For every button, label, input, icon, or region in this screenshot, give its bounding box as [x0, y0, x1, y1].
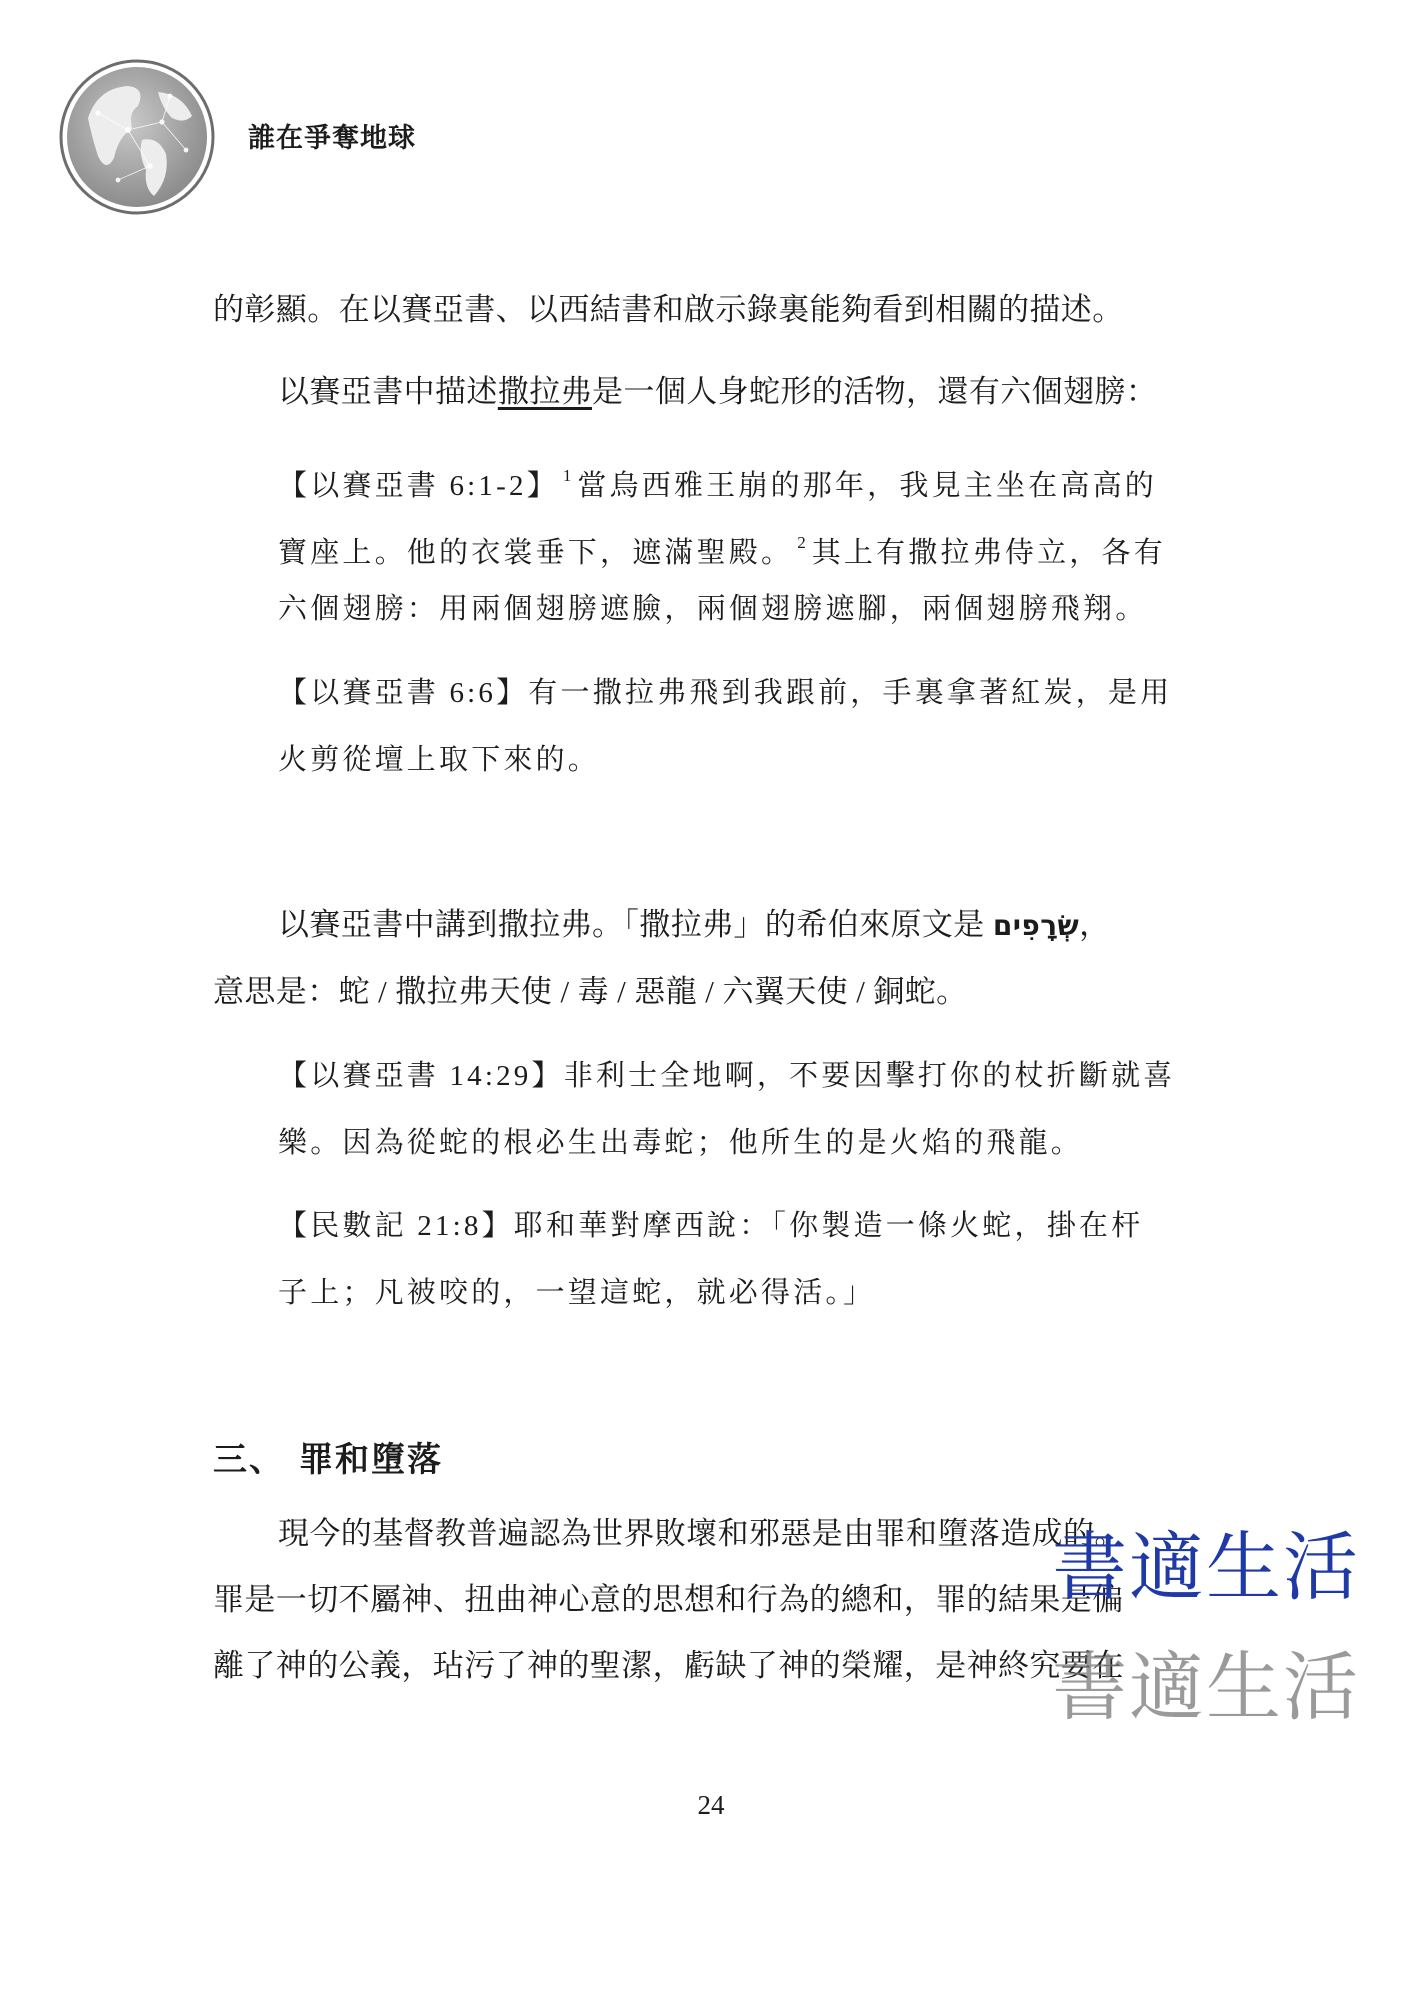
page-header [58, 58, 658, 218]
book-title: 誰在爭奪地球 [248, 123, 416, 153]
paragraph-text: 是一個人身蛇形的活物，還有六個翅膀： [592, 374, 1158, 409]
punctuation: ， [1079, 907, 1111, 942]
paragraph-hebrew-meaning [278, 893, 1111, 957]
quote-line: 【以賽亞書 6:6】有一撒拉弗飛到我跟前，手裏拿著紅炭，是用 [278, 677, 1173, 709]
paragraph-text: 以賽亞書中講到撒拉弗。「撒拉弗」的希伯來原文是 [278, 907, 985, 942]
quote-line: 子上；凡被咬的，一望這蛇，就必得活。」 [278, 1277, 876, 1309]
section-number: 三、 [213, 1442, 285, 1479]
paragraph-seraphim-intro [278, 360, 1157, 423]
quote-line: 樂。因為從蛇的根必生出毒蛇；他所生的是火焰的飛龍。 [278, 1127, 1084, 1159]
underlined-term: 撒拉弗 [497, 374, 593, 409]
section-paragraph-line: 罪是一切不屬神、扭曲神心意的思想和行為的總和，罪的結果是偏 [213, 1582, 1124, 1617]
section-title: 罪和墮落 [299, 1442, 443, 1479]
scripture-quote-isaiah-6-6 [278, 660, 1208, 794]
verse-number: 1 [562, 466, 572, 485]
scripture-reference: 【以賽亞書 6:1-2】 [278, 470, 559, 502]
quote-line: 【民數記 21:8】耶和華對摩西說：「你製造一條火蛇，掛在杆 [278, 1210, 1144, 1242]
watermark-gray: 書適生活 [1052, 1643, 1361, 1731]
paragraph-hebrew-meaning-cont: 意思是：蛇 / 撒拉弗天使 / 毒 / 惡龍 / 六翼天使 / 銅蛇。 [213, 974, 968, 1009]
quote-text: 其上有撒拉弗侍立，各有 [811, 537, 1166, 569]
page-number: 24 [697, 1790, 725, 1820]
section-paragraph-line: 離了神的公義，玷污了神的聖潔，虧缺了神的榮耀，是神終究要在 [213, 1648, 1124, 1683]
quote-line: 火剪從壇上取下來的。 [278, 744, 601, 776]
quote-text: 寶座上。他的衣裳垂下，遮滿聖殿。 [278, 537, 794, 569]
hebrew-word: שְׂרָפִים [992, 909, 1080, 942]
scripture-quote-numbers-21-8 [278, 1193, 1208, 1327]
quote-text: 當烏西雅王崩的那年，我見主坐在高高的 [577, 470, 1157, 502]
paragraph-continuation: 的彰顯。在以賽亞書、以西結書和啟示錄裏能夠看到相關的描述。 [213, 292, 1124, 327]
section-paragraph-line: 現今的基督教普遍認為世界敗壞和邪惡是由罪和墮落造成的。 [278, 1516, 1126, 1551]
section-heading [213, 1432, 443, 1481]
scripture-quote-isaiah-6-1 [278, 442, 1208, 643]
quote-line: 【以賽亞書 14:29】非利士全地啊，不要因擊打你的杖折斷就喜 [278, 1060, 1176, 1092]
quote-line [278, 509, 1208, 576]
globe-constellation-icon [58, 58, 216, 216]
paragraph-text: 以賽亞書中描述 [278, 374, 498, 409]
quote-line [278, 442, 1208, 509]
scripture-quote-isaiah-14-29 [278, 1043, 1208, 1177]
watermark-blue: 書適生活 [1052, 1523, 1361, 1611]
verse-number: 2 [797, 533, 806, 552]
quote-line: 六個翅膀：用兩個翅膀遮臉，兩個翅膀遮腳，兩個翅膀飛翔。 [278, 593, 1148, 625]
